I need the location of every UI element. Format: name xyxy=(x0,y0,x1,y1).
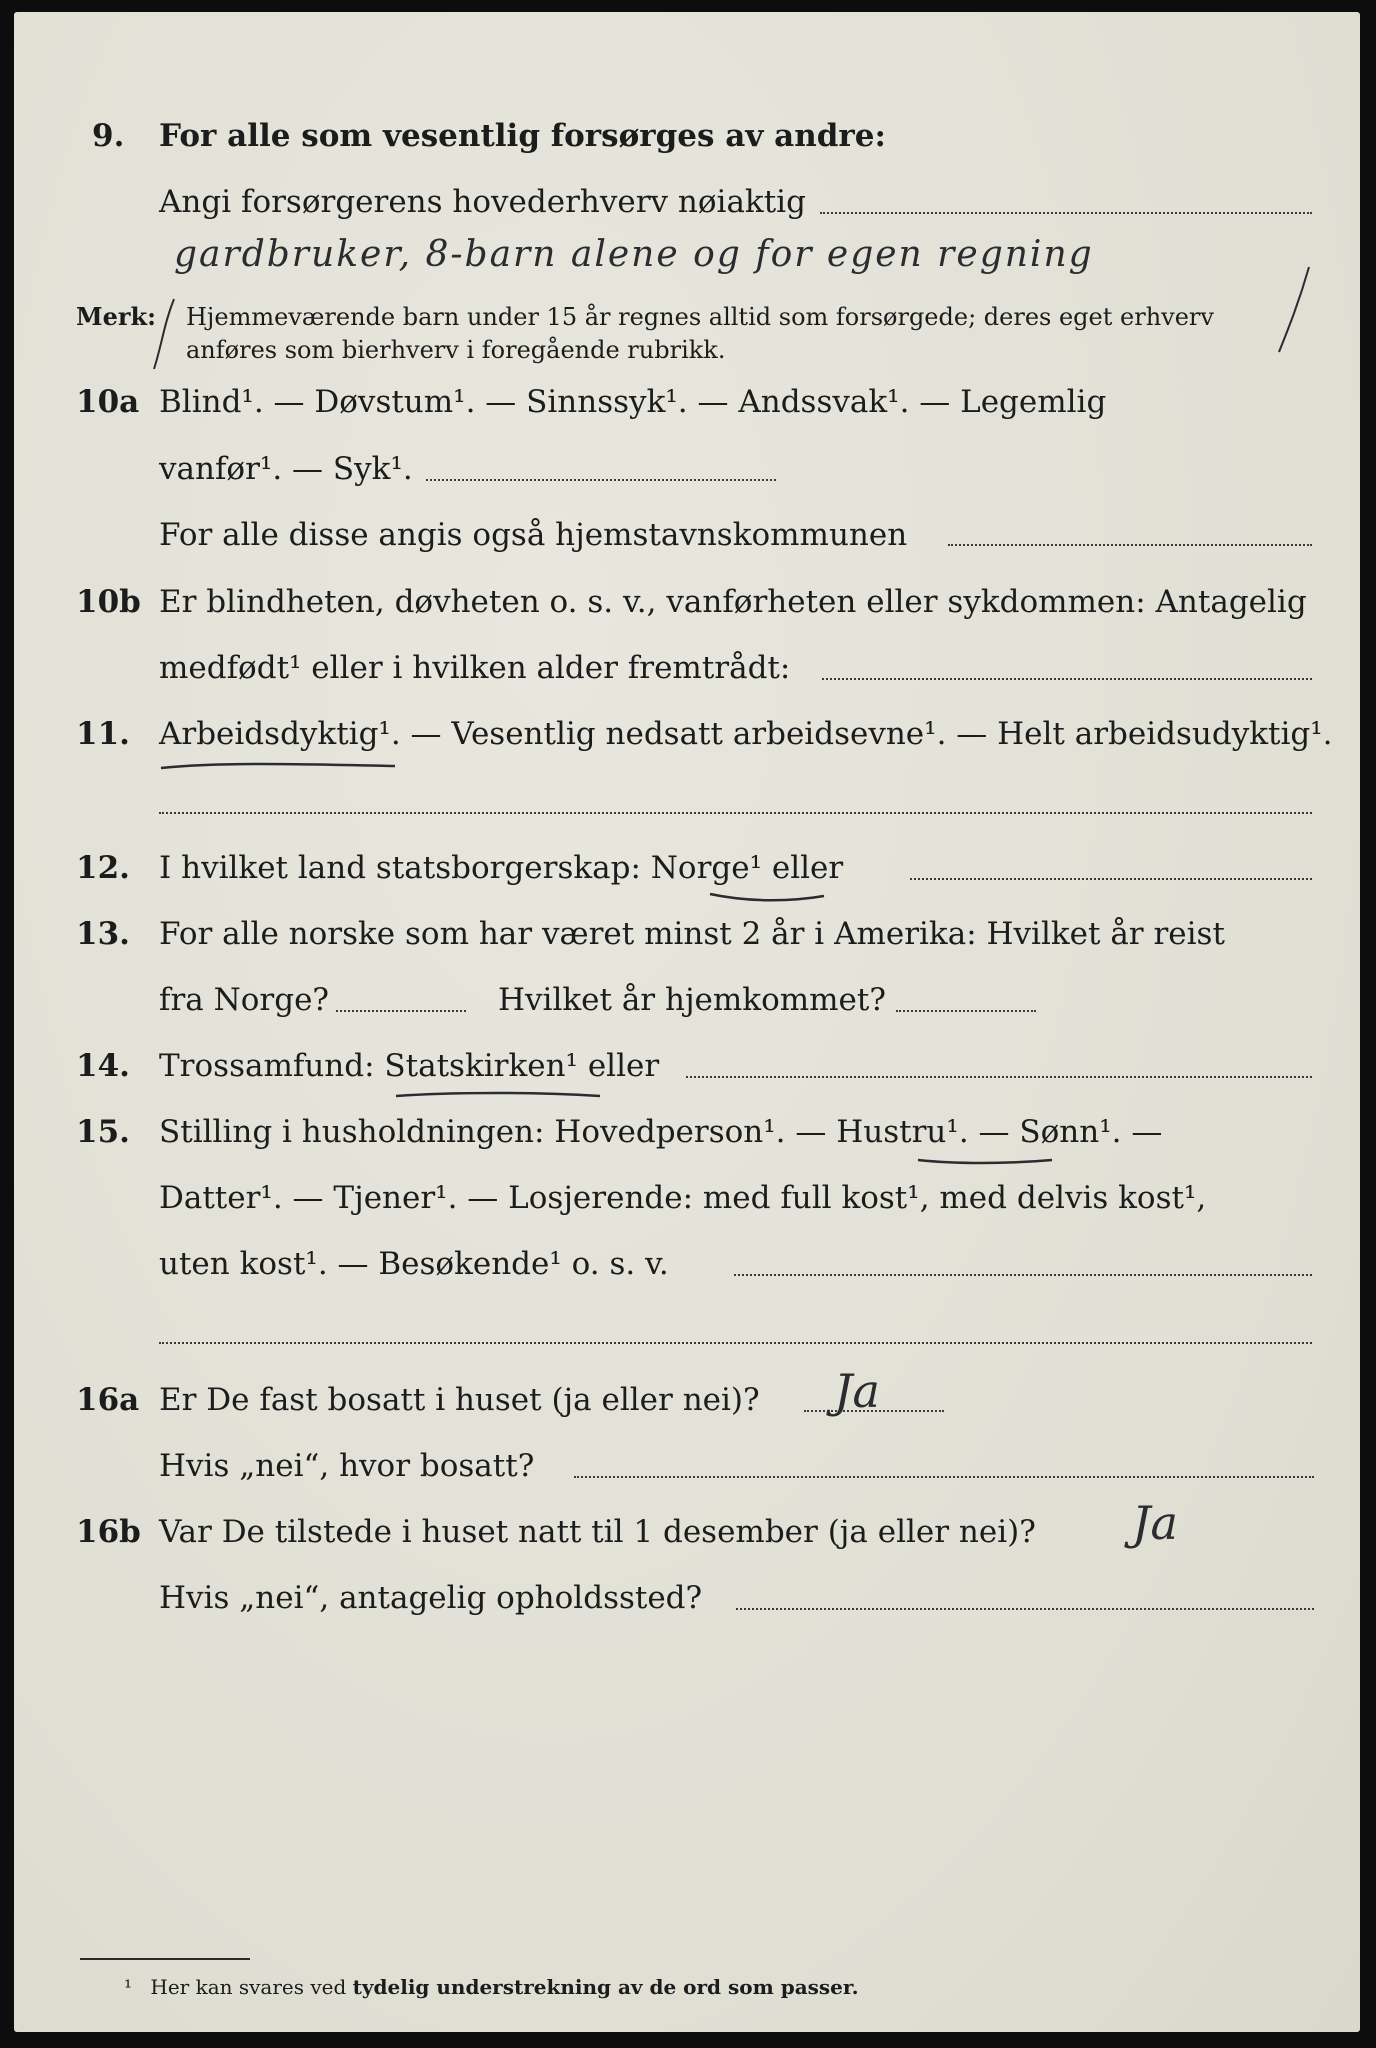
question-text-line-1: Var De tilstede i huset natt til 1 desember (ja eller nei)? xyxy=(159,1514,1036,1550)
question-text-line-2a: fra Norge? xyxy=(159,982,330,1018)
census-form-page xyxy=(14,12,1360,2032)
merk-text-line-2: anføres som bierhverv i foregående rubrikk. xyxy=(186,336,726,364)
answer-line xyxy=(896,1010,1036,1012)
footnote-rule xyxy=(80,1958,250,1960)
question-number: 10b xyxy=(76,584,141,620)
answer-line xyxy=(948,544,1312,546)
label-text: Angi forsørgerens hovederhverv nøiaktig xyxy=(159,184,806,220)
handwritten-underline xyxy=(916,1154,1056,1168)
question-number: 12. xyxy=(76,850,130,886)
question-number: 16b xyxy=(76,1514,141,1550)
answer-line xyxy=(574,1476,1314,1478)
question-text-line-2: Hvis „nei“, antagelig opholdssted? xyxy=(159,1580,703,1616)
question-text-line-1: Er De fast bosatt i huset (ja eller nei)? xyxy=(159,1382,760,1418)
handwritten-underline xyxy=(394,1088,604,1102)
question-text-line-3: uten kost¹. — Besøkende¹ o. s. v. xyxy=(159,1246,669,1282)
merk-text-line-1: Hjemmeværende barn under 15 år regnes alltid som forsørgede; deres eget erhverv xyxy=(186,303,1214,331)
question-text-line-2: Datter¹. — Tjener¹. — Losjerende: med full kost¹, med delvis kost¹, xyxy=(159,1180,1207,1216)
answer-line xyxy=(734,1274,1312,1276)
question-number: 10a xyxy=(76,384,140,420)
answer-line xyxy=(426,479,776,481)
answer-line xyxy=(159,1342,1312,1344)
question-text-line-1: Stilling i husholdningen: Hovedperson¹. — Hustru¹. — Sønn¹. — xyxy=(159,1114,1163,1150)
question-text-line-1: I hvilket land statsborgerskap: Norge¹ eller xyxy=(159,850,844,886)
question-text-line-1: Trossamfund: Statskirken¹ eller xyxy=(159,1048,660,1084)
handwritten-underline xyxy=(159,758,399,774)
question-label xyxy=(159,182,806,222)
footnote-text: Her kan svares ved xyxy=(150,1975,347,1999)
question-text-line-2: Hvis „nei“, hvor bosatt? xyxy=(159,1448,535,1484)
answer-line xyxy=(822,678,1312,680)
handwritten-bracket xyxy=(1269,262,1319,357)
question-text-line-2b: Hvilket år hjemkommet? xyxy=(498,982,886,1018)
question-title: For alle som vesentlig forsørges av andre: xyxy=(159,118,886,154)
answer-line xyxy=(159,812,1312,814)
answer-line xyxy=(910,878,1312,880)
question-number: 11. xyxy=(76,716,130,752)
handwritten-bracket xyxy=(144,294,184,374)
question-number: 15. xyxy=(76,1114,130,1150)
question-text-line-1: Arbeidsdyktig¹. — Vesentlig nedsatt arbeidsevne¹. — Helt arbeidsudyktig¹. xyxy=(159,716,1333,752)
question-text-line-2: medfødt¹ eller i hvilken alder fremtrådt: xyxy=(159,650,791,686)
answer-line xyxy=(820,212,1312,214)
question-text-line-1: Er blindheten, døvheten o. s. v., vanførheten eller sykdommen: Antagelig xyxy=(159,584,1307,620)
question-number: 9. xyxy=(92,118,125,154)
question-number: 14. xyxy=(76,1048,130,1084)
footnote-emphasis: tydelig understrekning av de ord som passer. xyxy=(352,1975,859,1999)
question-number: 13. xyxy=(76,916,130,952)
answer-line xyxy=(336,1010,466,1012)
handwritten-answer: gardbruker, 8-barn alene og for egen regning xyxy=(174,234,1094,275)
question-text-line-2: vanfør¹. — Syk¹. xyxy=(159,451,413,487)
handwritten-answer: Ja xyxy=(834,1364,880,1418)
question-text-line-3: For alle disse angis også hjemstavnskommunen xyxy=(159,517,908,553)
handwritten-answer: Ja xyxy=(1132,1496,1178,1550)
footnote-mark: ¹ xyxy=(124,1975,133,1999)
footnote xyxy=(124,1974,859,2000)
question-text-line-1: For alle norske som har været minst 2 år i Amerika: Hvilket år reist xyxy=(159,916,1225,952)
question-text-line-1: Blind¹. — Døvstum¹. — Sinnssyk¹. — Andssvak¹. — Legemlig xyxy=(159,384,1107,420)
answer-line xyxy=(686,1076,1312,1078)
answer-line xyxy=(736,1608,1314,1610)
handwritten-underline xyxy=(708,890,828,904)
question-number: 16a xyxy=(76,1382,140,1418)
merk-label: Merk: xyxy=(76,302,156,331)
